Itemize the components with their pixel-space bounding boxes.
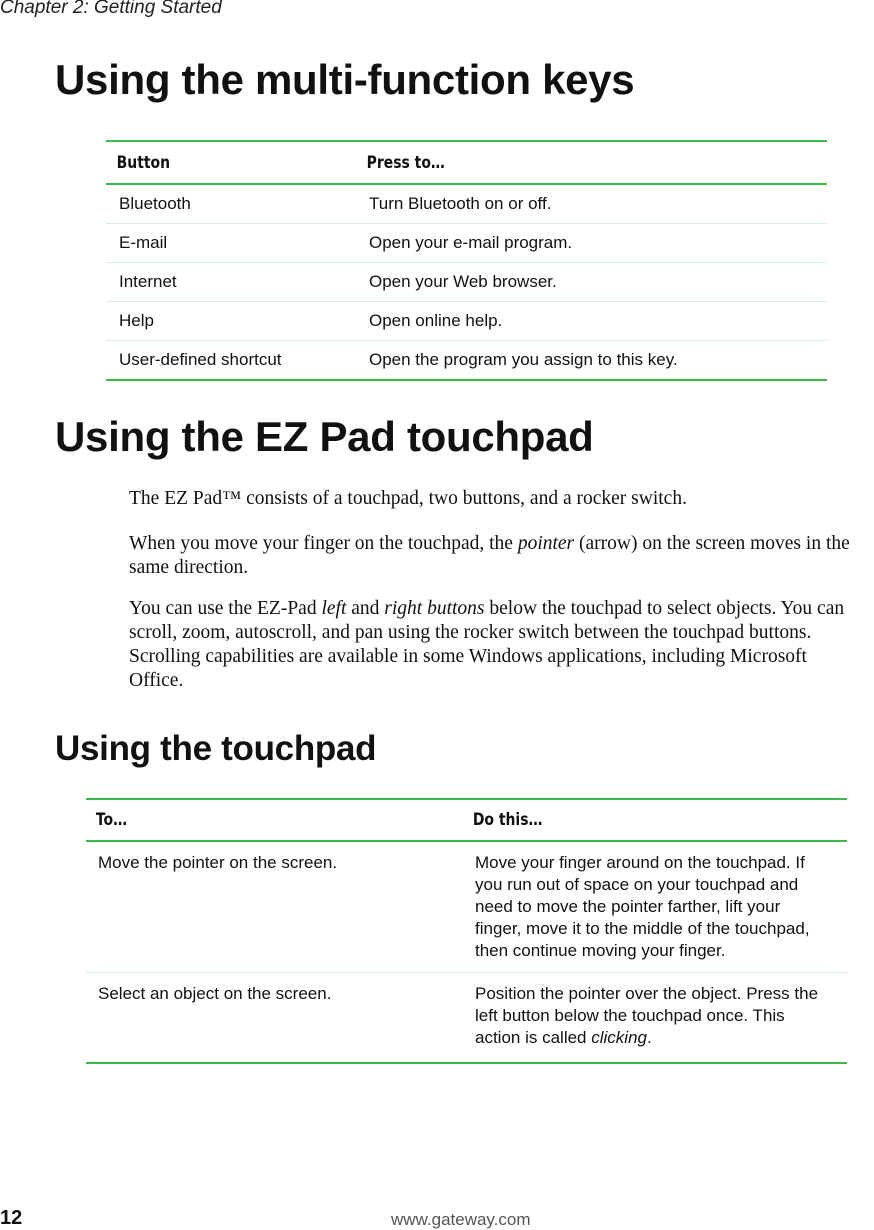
key-action-cell: Open online help.: [356, 302, 827, 341]
text-run: You can use the EZ-Pad: [129, 598, 322, 619]
multi-function-keys-table: [106, 140, 827, 381]
text-run: (arrow) on the screen moves in the same direction.: [129, 533, 850, 578]
column-header-button: Button: [106, 141, 311, 184]
heading-multi-function-keys: Using the multi-function keys: [55, 56, 635, 103]
table-row: [86, 841, 847, 973]
text-run: .: [646, 1028, 652, 1047]
instruction-cell: Move your finger around on the touchpad. If you run out of space on your touchpad and need to move the pointer farther, lift your finger, move it to the middle of the touchpad, then continue moving your finger.: [463, 841, 847, 973]
key-name-cell: E-mail: [106, 224, 356, 263]
paragraph-ez-pad-components: The EZ Pad™ consists of a touchpad, two buttons, and a rocker switch.: [129, 488, 687, 509]
instruction-cell: [463, 973, 847, 1064]
column-header-to: To…: [86, 799, 395, 841]
heading-ez-pad-touchpad: Using the EZ Pad touchpad: [55, 413, 594, 460]
text-run: and: [346, 598, 385, 619]
key-action-cell: Turn Bluetooth on or off.: [356, 184, 827, 224]
table-row: [106, 341, 827, 381]
term-clicking: clicking: [591, 1028, 647, 1047]
key-action-cell: Open the program you assign to this key.: [356, 341, 827, 381]
key-name-cell: Internet: [106, 263, 356, 302]
paragraph-buttons-and-rocker: [129, 597, 864, 693]
heading-using-the-touchpad: Using the touchpad: [55, 729, 377, 768]
running-head: Chapter 2: Getting Started: [0, 0, 222, 18]
table-row: [106, 184, 827, 224]
text-run: When you move your finger on the touchpad, the: [129, 533, 518, 554]
text-run: Position the pointer over the object. Press the left button below the touchpad once. This action is called: [475, 984, 819, 1047]
key-name-cell: Bluetooth: [106, 184, 356, 224]
paragraph-pointer-movement: [129, 532, 874, 580]
table-row: [106, 224, 827, 263]
term-pointer: pointer: [517, 533, 575, 554]
footer-url: www.gateway.com: [391, 1210, 531, 1229]
touchpad-actions-table: [86, 798, 847, 1064]
table-header-row: [86, 799, 847, 841]
table-row: [86, 973, 847, 1064]
table-row: [106, 302, 827, 341]
key-name-cell: Help: [106, 302, 356, 341]
column-header-do-this: Do this…: [463, 799, 778, 841]
table-row: [106, 263, 827, 302]
text-run: below the touchpad to select objects. You can scroll, zoom, autoscroll, and pan using the rocker switch between the touchpad buttons. Scrolling capabilities are available in some Windows applications, including Microsoft Office.: [129, 598, 845, 691]
key-action-cell: Open your Web browser.: [356, 263, 827, 302]
key-action-cell: Open your e-mail program.: [356, 224, 827, 263]
task-cell: Select an object on the screen.: [86, 973, 463, 1064]
key-name-cell: User-defined shortcut: [106, 341, 356, 381]
page-number: 12: [0, 1207, 23, 1229]
term-right-buttons: right buttons: [384, 598, 485, 619]
term-left: left: [321, 598, 347, 619]
task-cell: Move the pointer on the screen.: [86, 841, 463, 973]
column-header-press-to: Press to…: [356, 141, 742, 184]
table-header-row: [106, 141, 827, 184]
